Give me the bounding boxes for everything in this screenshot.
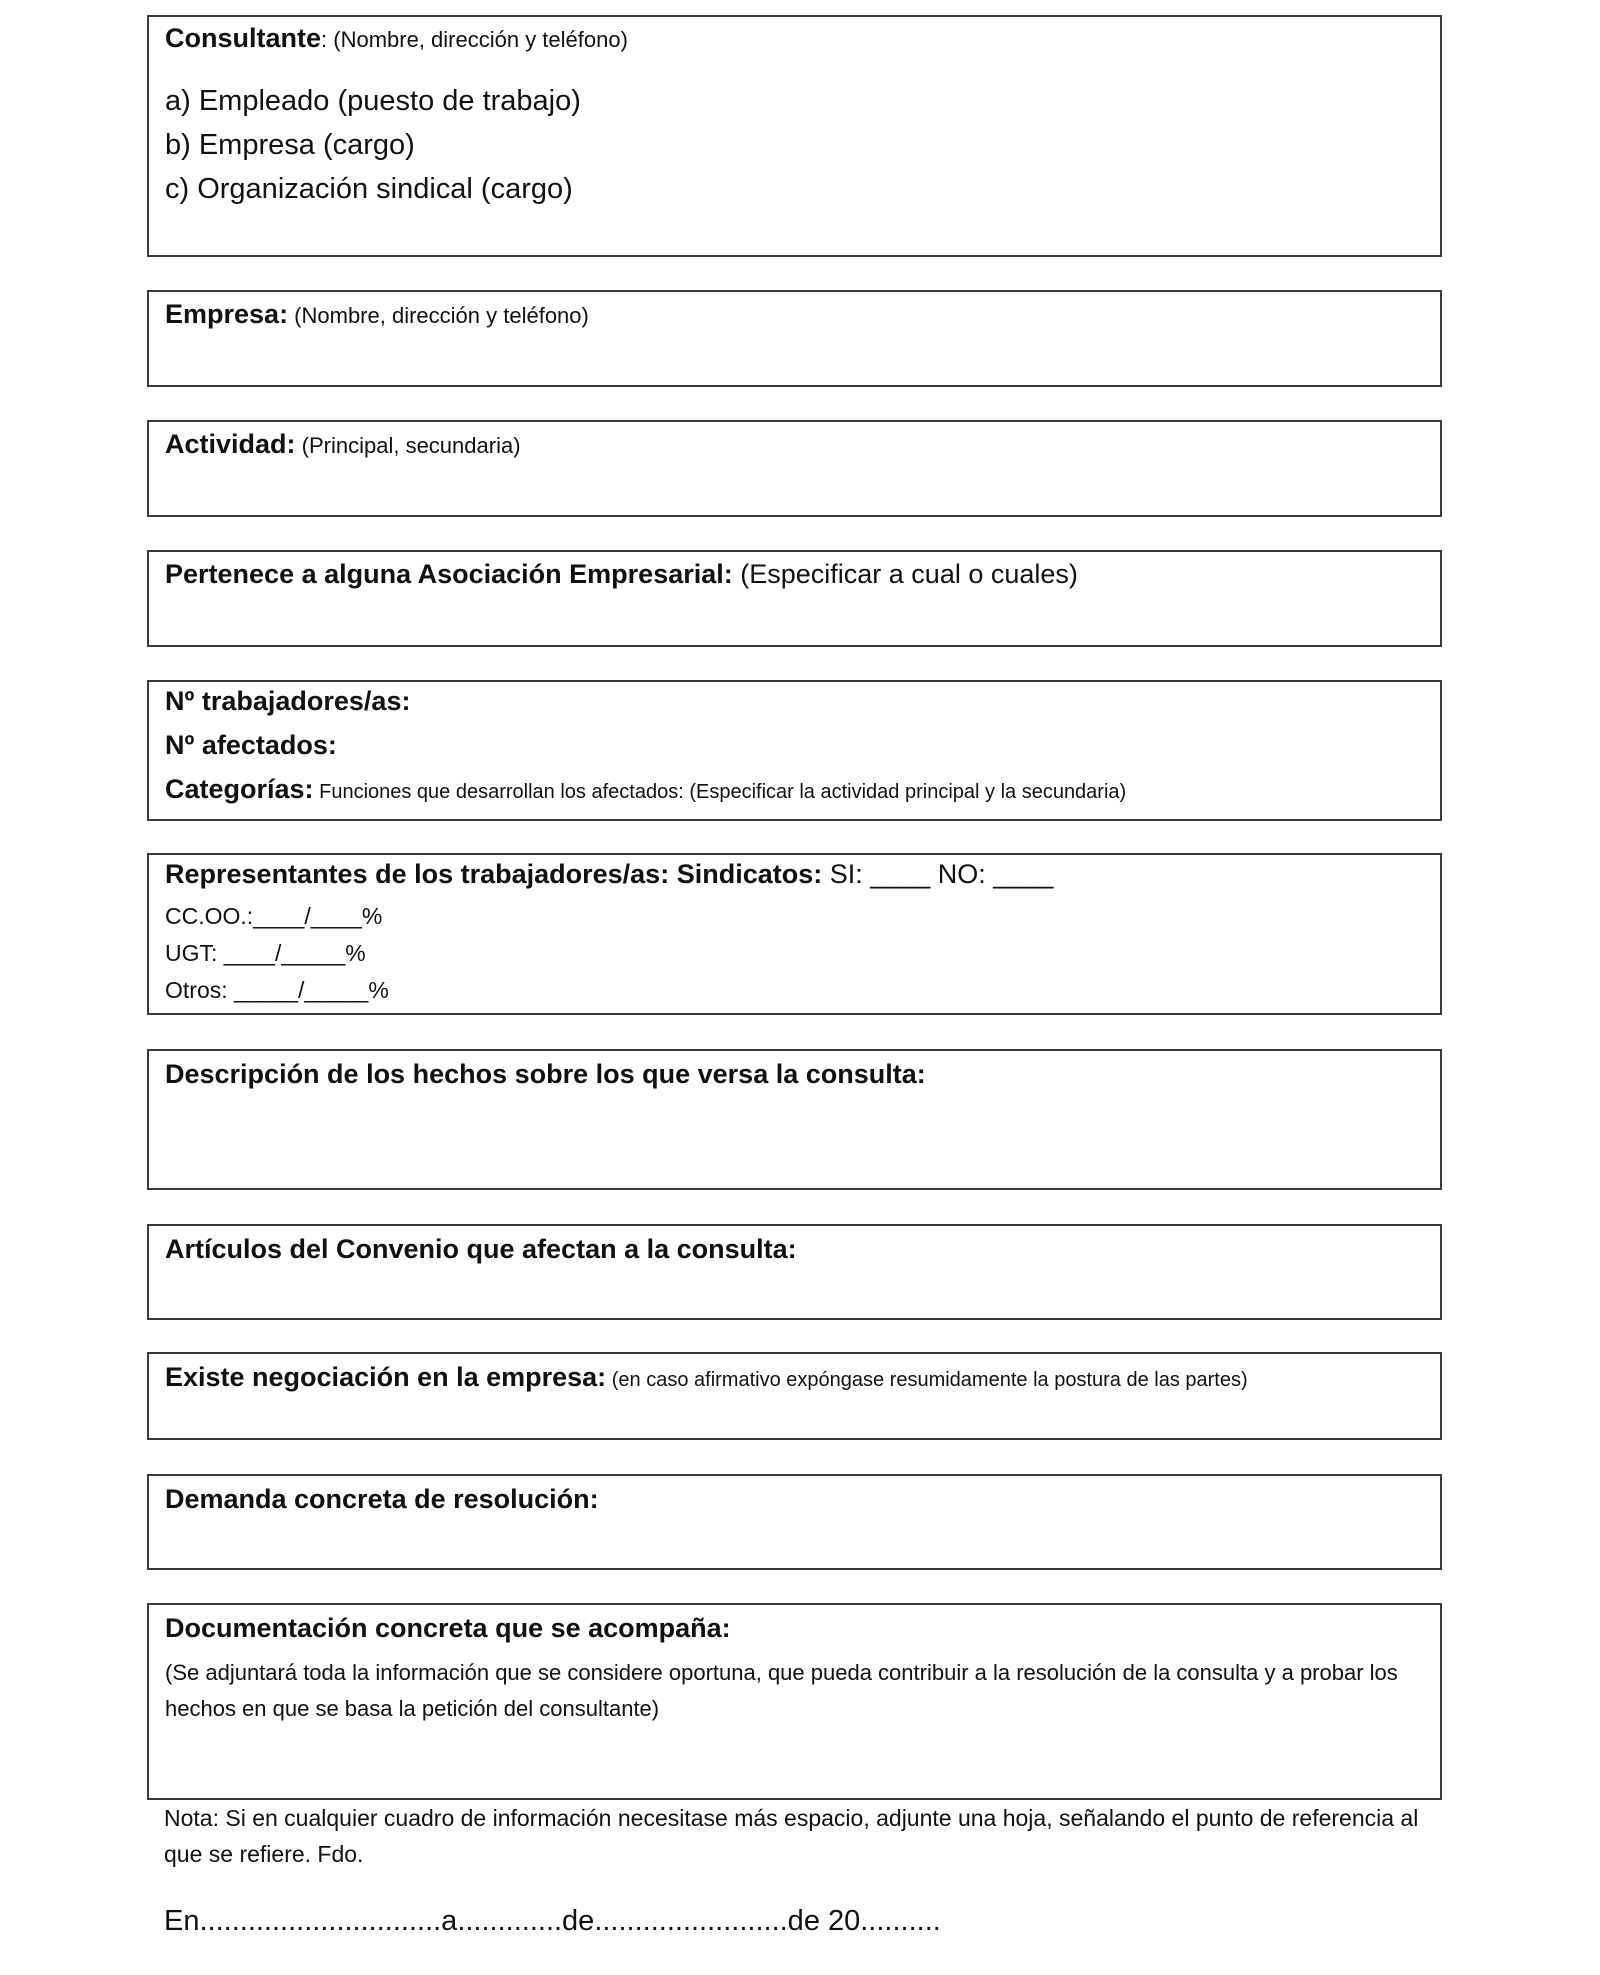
negociacion-heading: [165, 1362, 1248, 1393]
actividad-hint: (Principal, secundaria): [295, 433, 521, 458]
date-signature-line: En..............................a.............de........................de 20..........: [164, 1905, 941, 1937]
n-trabajadores-label: Nº trabajadores/as:: [165, 686, 411, 716]
documentacion-label: Documentación concreta que se acompaña:: [165, 1613, 731, 1643]
negociacion-box[interactable]: [147, 1352, 1442, 1440]
consultante-label: Consultante: [165, 23, 322, 53]
empresa-hint: (Nombre, dirección y teléfono): [288, 303, 589, 328]
representantes-label: Representantes de los trabajadores/as: Sindicatos:: [165, 859, 823, 889]
asociacion-box[interactable]: [147, 550, 1442, 647]
consultante-option-organizacion: c) Organización sindical (cargo): [165, 173, 573, 205]
categorias-label: Categorías:: [165, 774, 314, 804]
otros-row: Otros: _____/_____%: [165, 977, 389, 1003]
categorias-heading: [165, 774, 1126, 805]
actividad-label: Actividad:: [165, 429, 296, 459]
note-text: Nota: Si en cualquier cuadro de información necesitase más espacio, adjunte una hoja, señalando el punto de referencia al que se refiere. Fdo.: [164, 1805, 1419, 1867]
asociacion-hint: (Especificar a cual o cuales): [732, 559, 1078, 589]
demanda-box[interactable]: [147, 1474, 1442, 1570]
consultante-hint: : (Nombre, dirección y teléfono): [321, 27, 628, 52]
empresa-label: Empresa:: [165, 299, 289, 329]
ugt-row: UGT: ____/_____%: [165, 940, 366, 966]
empresa-heading: [165, 299, 589, 330]
articulos-label: Artículos del Convenio que afectan a la consulta:: [165, 1234, 797, 1264]
asociacion-label: Pertenece a alguna Asociación Empresarial:: [165, 559, 733, 589]
articulos-box[interactable]: [147, 1224, 1442, 1320]
descripcion-label: Descripción de los hechos sobre los que versa la consulta:: [165, 1059, 926, 1089]
demanda-label: Demanda concreta de resolución:: [165, 1484, 599, 1514]
sindicatos-si-no: SI: ____ NO: ____: [822, 859, 1054, 889]
negociacion-label: Existe negociación en la empresa:: [165, 1362, 607, 1392]
descripcion-box[interactable]: [147, 1049, 1442, 1190]
representantes-box[interactable]: [147, 853, 1442, 1015]
documentacion-hint: (Se adjuntará toda la información que se considere oportuna, que pueda contribuir a la resolución de la consulta y a probar los hechos en que se basa la petición del consultante): [165, 1660, 1398, 1721]
empresa-box[interactable]: [147, 290, 1442, 387]
consultante-heading: [165, 23, 628, 54]
actividad-box[interactable]: [147, 420, 1442, 517]
asociacion-heading: [165, 559, 1078, 590]
negociacion-hint: (en caso afirmativo expóngase resumidamente la postura de las partes): [606, 1369, 1248, 1391]
consultante-option-empresa: b) Empresa (cargo): [165, 129, 415, 161]
consultante-option-empleado: a) Empleado (puesto de trabajo): [165, 85, 581, 117]
n-afectados-label: Nº afectados:: [165, 730, 337, 760]
consultante-box[interactable]: [147, 15, 1442, 257]
trabajadores-box[interactable]: [147, 680, 1442, 821]
categorias-hint: Funciones que desarrollan los afectados: (Especificar la actividad principal y la secundaria): [313, 781, 1127, 803]
actividad-heading: [165, 429, 521, 460]
documentacion-box[interactable]: [147, 1603, 1442, 1800]
ccoo-row: CC.OO.:____/____%: [165, 903, 383, 929]
representantes-heading: [165, 859, 1053, 890]
